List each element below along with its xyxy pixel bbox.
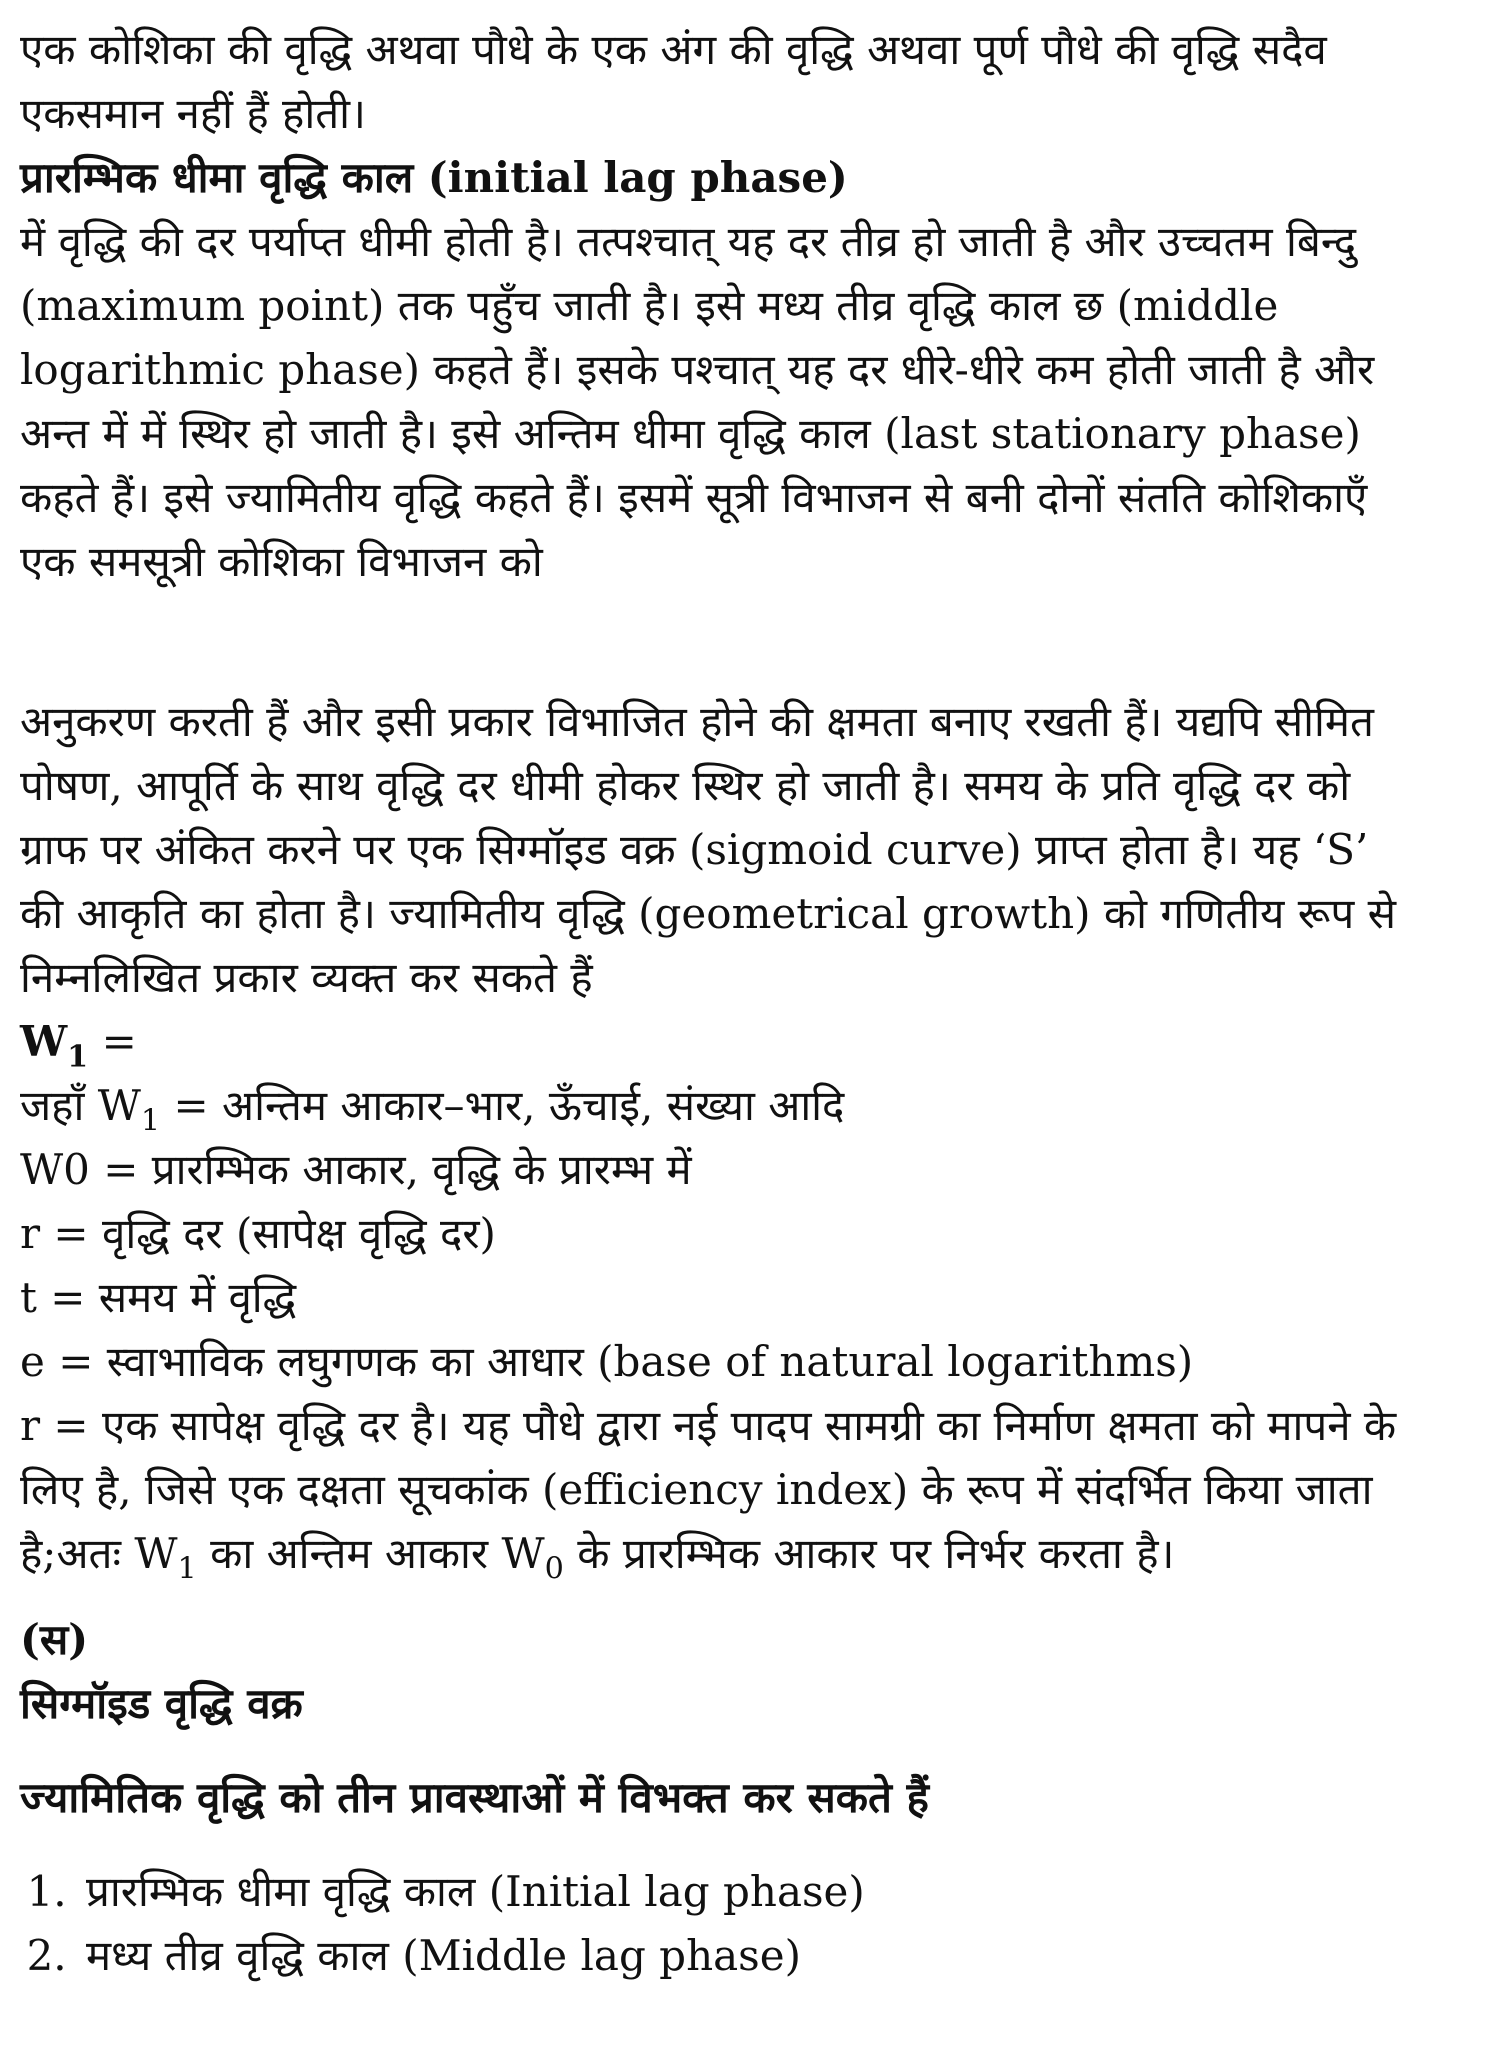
r-line: r = एक सापेक्ष वृद्धि दर है। यह पौधे द्वारा नई पादप सामग्री का निर्माण क्षमता को मापने के — [20, 1401, 1397, 1450]
intro-line: एक कोशिका की वृद्धि अथवा पौधे के एक अंग की वृद्धि अथवा पूर्ण पौधे की वृद्धि सदैव — [20, 25, 1327, 74]
section-title: सिग्मॉइड वृद्धि वक्र — [20, 1679, 303, 1728]
definition-w1-prefix: जहाँ W — [20, 1081, 141, 1130]
body-line: निम्नलिखित प्रकार व्यक्त कर सकते हैं — [20, 953, 593, 1002]
body-line: की आकृति का होता है। ज्यामितीय वृद्धि (geometrical growth) को गणितीय रूप से — [20, 889, 1396, 938]
definitions — [20, 1074, 1486, 1394]
body-paragraph-2 — [20, 690, 1486, 1010]
r-line: लिए है, जिसे एक दक्षता सूचकांक (efficiency index) के रूप में संदर्भित किया जाता — [20, 1465, 1373, 1514]
r-line-part: का अन्तिम आकार W — [196, 1529, 545, 1578]
body-line: कहते हैं। इसे ज्यामितीय वृद्धि कहते हैं। इसमें सूत्री विभाजन से बनी दोनों संतति कोशिकाएँ — [20, 473, 1368, 522]
r-line-subscript: 1 — [177, 1551, 197, 1587]
body-line: पोषण, आपूर्ति के साथ वृद्धि दर धीमी होकर स्थिर हो जाती है। समय के प्रति वृद्धि दर को — [20, 761, 1351, 810]
body-line: logarithmic phase) कहते हैं। इसके पश्चात् यह दर धीरे-धीरे कम होती जाती है और — [20, 345, 1375, 394]
body-line: (maximum point) तक पहुँच जाती है। इसे मध्य तीव्र वृद्धि काल छ (middle — [20, 281, 1279, 330]
phases-heading: ज्यामितिक वृद्धि को तीन प्रावस्थाओं में विभक्त कर सकते हैं — [20, 1773, 929, 1822]
r-line — [20, 1522, 1486, 1586]
definition-w0: W0 = प्रारम्भिक आकार, वृद्धि के प्रारम्भ में — [20, 1145, 692, 1194]
body-line: अनुकरण करती हैं और इसी प्रकार विभाजित होने की क्षमता बनाए रखती हैं। यद्यपि सीमित — [20, 697, 1374, 746]
body-line: ग्राफ पर अंकित करने पर एक सिग्मॉइड वक्र (sigmoid curve) प्राप्त होता है। यह ‘S’ — [20, 825, 1369, 874]
body-paragraph-1 — [20, 210, 1486, 594]
definition-w1-rest: = अन्तिम आकार–भार, ऊँचाई, संख्या आदि — [160, 1081, 845, 1130]
spacer — [20, 594, 1486, 690]
phase-item: 1. प्रारम्भिक धीमा वृद्धि काल (Initial lag phase) — [80, 1860, 1486, 1924]
definition-w1-subscript: 1 — [140, 1103, 161, 1139]
body-line: अन्त में में स्थिर हो जाती है। इसे अन्तिम धीमा वृद्धि काल (last stationary phase) — [20, 409, 1361, 458]
spacer — [20, 1830, 1486, 1860]
body-line: एक समसूत्री कोशिका विभाजन को — [20, 537, 543, 586]
lag-phase-heading: प्रारम्भिक धीमा वृद्धि काल (initial lag phase) — [20, 153, 848, 202]
phases-list — [20, 1860, 1486, 1988]
formula-subscript: 1 — [67, 1039, 89, 1075]
phase-item: 2. मध्य तीव्र वृद्धि काल (Middle lag phase) — [80, 1924, 1486, 1988]
spacer — [20, 1586, 1486, 1608]
intro-paragraph — [20, 18, 1486, 146]
formula-line — [20, 1010, 1486, 1074]
r-line-subscript: 0 — [544, 1551, 564, 1587]
formula-variable: W — [20, 1017, 68, 1066]
definition-w1 — [20, 1074, 1486, 1138]
section-label: (स) — [20, 1615, 89, 1664]
body-line: में वृद्धि की दर पर्याप्त धीमी होती है। तत्पश्चात् यह दर तीव्र हो जाती है और उच्चतम बिन्दु — [20, 217, 1357, 266]
definition-t: t = समय में वृद्धि — [20, 1273, 297, 1322]
r-line-part: है;अतः W — [20, 1529, 178, 1578]
definition-e: e = स्वाभाविक लघुगणक का आधार (base of natural logarithms) — [20, 1337, 1194, 1386]
definition-r: r = वृद्धि दर (सापेक्ष वृद्धि दर) — [20, 1209, 496, 1258]
spacer — [20, 1736, 1486, 1766]
intro-line: एकसमान नहीं हैं होती। — [20, 89, 366, 138]
formula-equals: = — [88, 1017, 137, 1066]
r-line-part: के प्रारम्भिक आकार पर निर्भर करता है। — [563, 1529, 1175, 1578]
r-paragraph — [20, 1394, 1486, 1586]
